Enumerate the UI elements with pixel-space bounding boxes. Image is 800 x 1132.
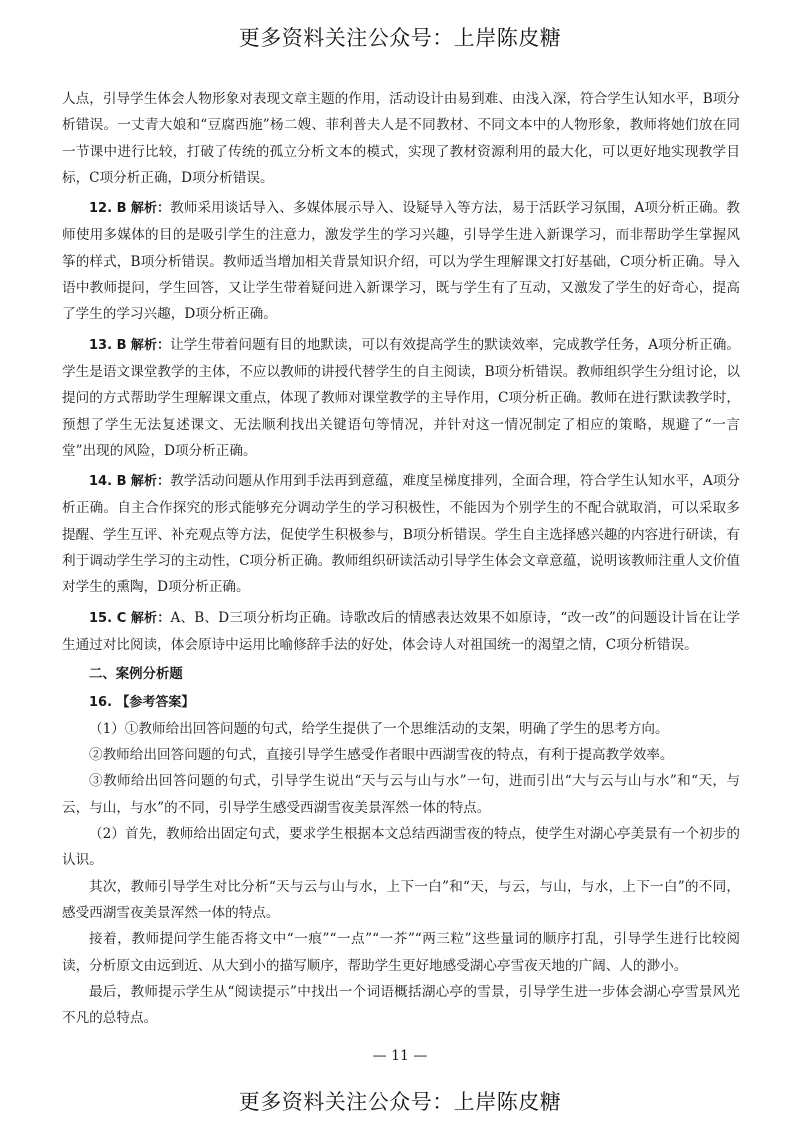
page-number: — 11 —	[372, 1048, 428, 1064]
answer-number: 12. B	[89, 201, 127, 217]
answer-text: 教学活动问题从作用到手法再到意蕴，难度呈梯度排列，全面合理，符合学生认知水平，A项分析正确。自主合作探究的形式能够充分调动学生的学习积极性，不能因为个别学生的不配合就取消，可以采取多提醒、学生互评、补充观点等方法，促使学生积极参与，B项分析错误。学生自主选择感兴趣的内容进行研读，有利于调动学生学习的主动性，C项分析正确。教师组织研读活动引导学生体会文章意蕴，说明该教师注重人文价值对学生的熏陶，D项分析正确。	[62, 473, 740, 596]
answer-16-part2-second: 其次，教师引导学生对比分析“天与云与山与水，上下一白”和“天，与云，与山，与水，上下一白”的不同，感受西湖雪夜美景浑然一体的特点。	[62, 878, 740, 921]
answer-15	[62, 605, 740, 659]
analysis-label: 解析：	[130, 474, 171, 490]
page-header-watermark: 更多资料关注公众号：上岸陈皮糖	[238, 26, 562, 50]
answer-number: 13. B	[89, 337, 127, 353]
reference-answer-label: 【参考答案】	[116, 694, 195, 710]
analysis-label: 解析：	[130, 610, 171, 626]
answer-16-heading	[62, 689, 740, 716]
answer-number: 15. C	[89, 610, 127, 626]
page-body	[62, 86, 740, 1031]
answer-14	[62, 468, 740, 600]
answer-text: 让学生带着问题有目的地默读，可以有效提高学生的默读效率，完成教学任务，A项分析正确。学生是语文课堂教学的主体，不应以教师的讲授代替学生的自主阅读，B项分析错误。教师组织学生分组讨论，以提问的方式帮助学生理解课文重点，体现了教师对课堂教学的主导作用，C项分析正确。教师在进行默读教学时，预想了学生无法复述课文、无法顺利找出关键语句等情况，并针对这一情况制定了相应的策略，规避了“一言堂”出现的风险，D项分析正确。	[62, 336, 740, 459]
answer-16-part1-point2: ②教师给出回答问题的句式，直接引导学生感受作者眼中西湖雪夜的特点，有利于提高教学效率。	[89, 747, 674, 764]
answer-12	[62, 195, 740, 327]
answer-number: 14. B	[89, 474, 127, 490]
answer-16-part1-point3: ③教师给出回答问题的句式，引导学生说出“天与云与山与水”一句，进而引出“大与云与山与水”和“天，与云，与山，与水”的不同，引导学生感受西湖雪夜美景浑然一体的特点。	[62, 773, 740, 816]
answer-text: 教师采用谈话导入、多媒体展示导入、设疑导入等方法，易于活跃学习氛围，A项分析正确。教师使用多媒体的目的是吸引学生的注意力，激发学生的学习兴趣，引导学生进入新课学习，而非帮助学生掌握风筝的样式，B项分析错误。教师适当增加相关背景知识介绍，可以为学生理解课文打好基础，C项分析正确。导入语中教师提问，学生回答，又让学生带着疑问进入新课学习，既与学生有了互动，又激发了学生的好奇心，提高了学生的学习兴趣，D项分析正确。	[62, 200, 740, 323]
answer-text: A、B、D三项分析均正确。诗歌改后的情感表达效果不如原诗，“改一改”的问题设计旨在让学生通过对比阅读，体会原诗中运用比喻修辞手法的好处，体会诗人对祖国统一的渴望之情，C项分析错误。	[62, 609, 740, 653]
paragraph-continuation: 人点，引导学生体会人物形象对表现文章主题的作用，活动设计由易到难、由浅入深，符合学生认知水平，B项分析错误。一丈青大娘和“豆腐西施”杨二嫂、菲利普夫人是不同教材、不同文本中的人物形象，教师将她们放在同一节课中进行比较，打破了传统的孤立分析文本的模式，实现了教材资源利用的最大化，可以更好地实现教学目标，C项分析正确，D项分析错误。	[62, 91, 740, 186]
answer-13	[62, 332, 740, 464]
answer-16-part2-third: 接着，教师提问学生能否将文中“一痕”“一点”“一芥”“两三粒”这些量词的顺序打乱，引导学生进行比较阅读，分析原文由远到近、从大到小的描写顺序，帮助学生更好地感受湖心亭雪夜天地的广阔、人的渺小。	[62, 931, 740, 974]
analysis-label: 解析：	[130, 201, 171, 217]
answer-number: 16.	[89, 694, 113, 710]
page-footer-watermark: 更多资料关注公众号：上岸陈皮糖	[238, 1090, 562, 1114]
analysis-label: 解析：	[130, 337, 171, 353]
answer-16-part2-first: （2）首先，教师给出固定句式，要求学生根据本文总结西湖雪夜的特点，使学生对湖心亭美景有一个初步的认识。	[62, 826, 740, 869]
answer-16-part2-last: 最后，教师提示学生从“阅读提示”中找出一个词语概括湖心亭的雪景，引导学生进一步体会湖心亭雪景风光不凡的总特点。	[62, 983, 740, 1027]
section-heading: 二、案例分析题	[89, 667, 183, 683]
answer-16-part1-point1: （1）①教师给出回答问题的句式，给学生提供了一个思维活动的支架，明确了学生的思考方向。	[89, 720, 669, 737]
